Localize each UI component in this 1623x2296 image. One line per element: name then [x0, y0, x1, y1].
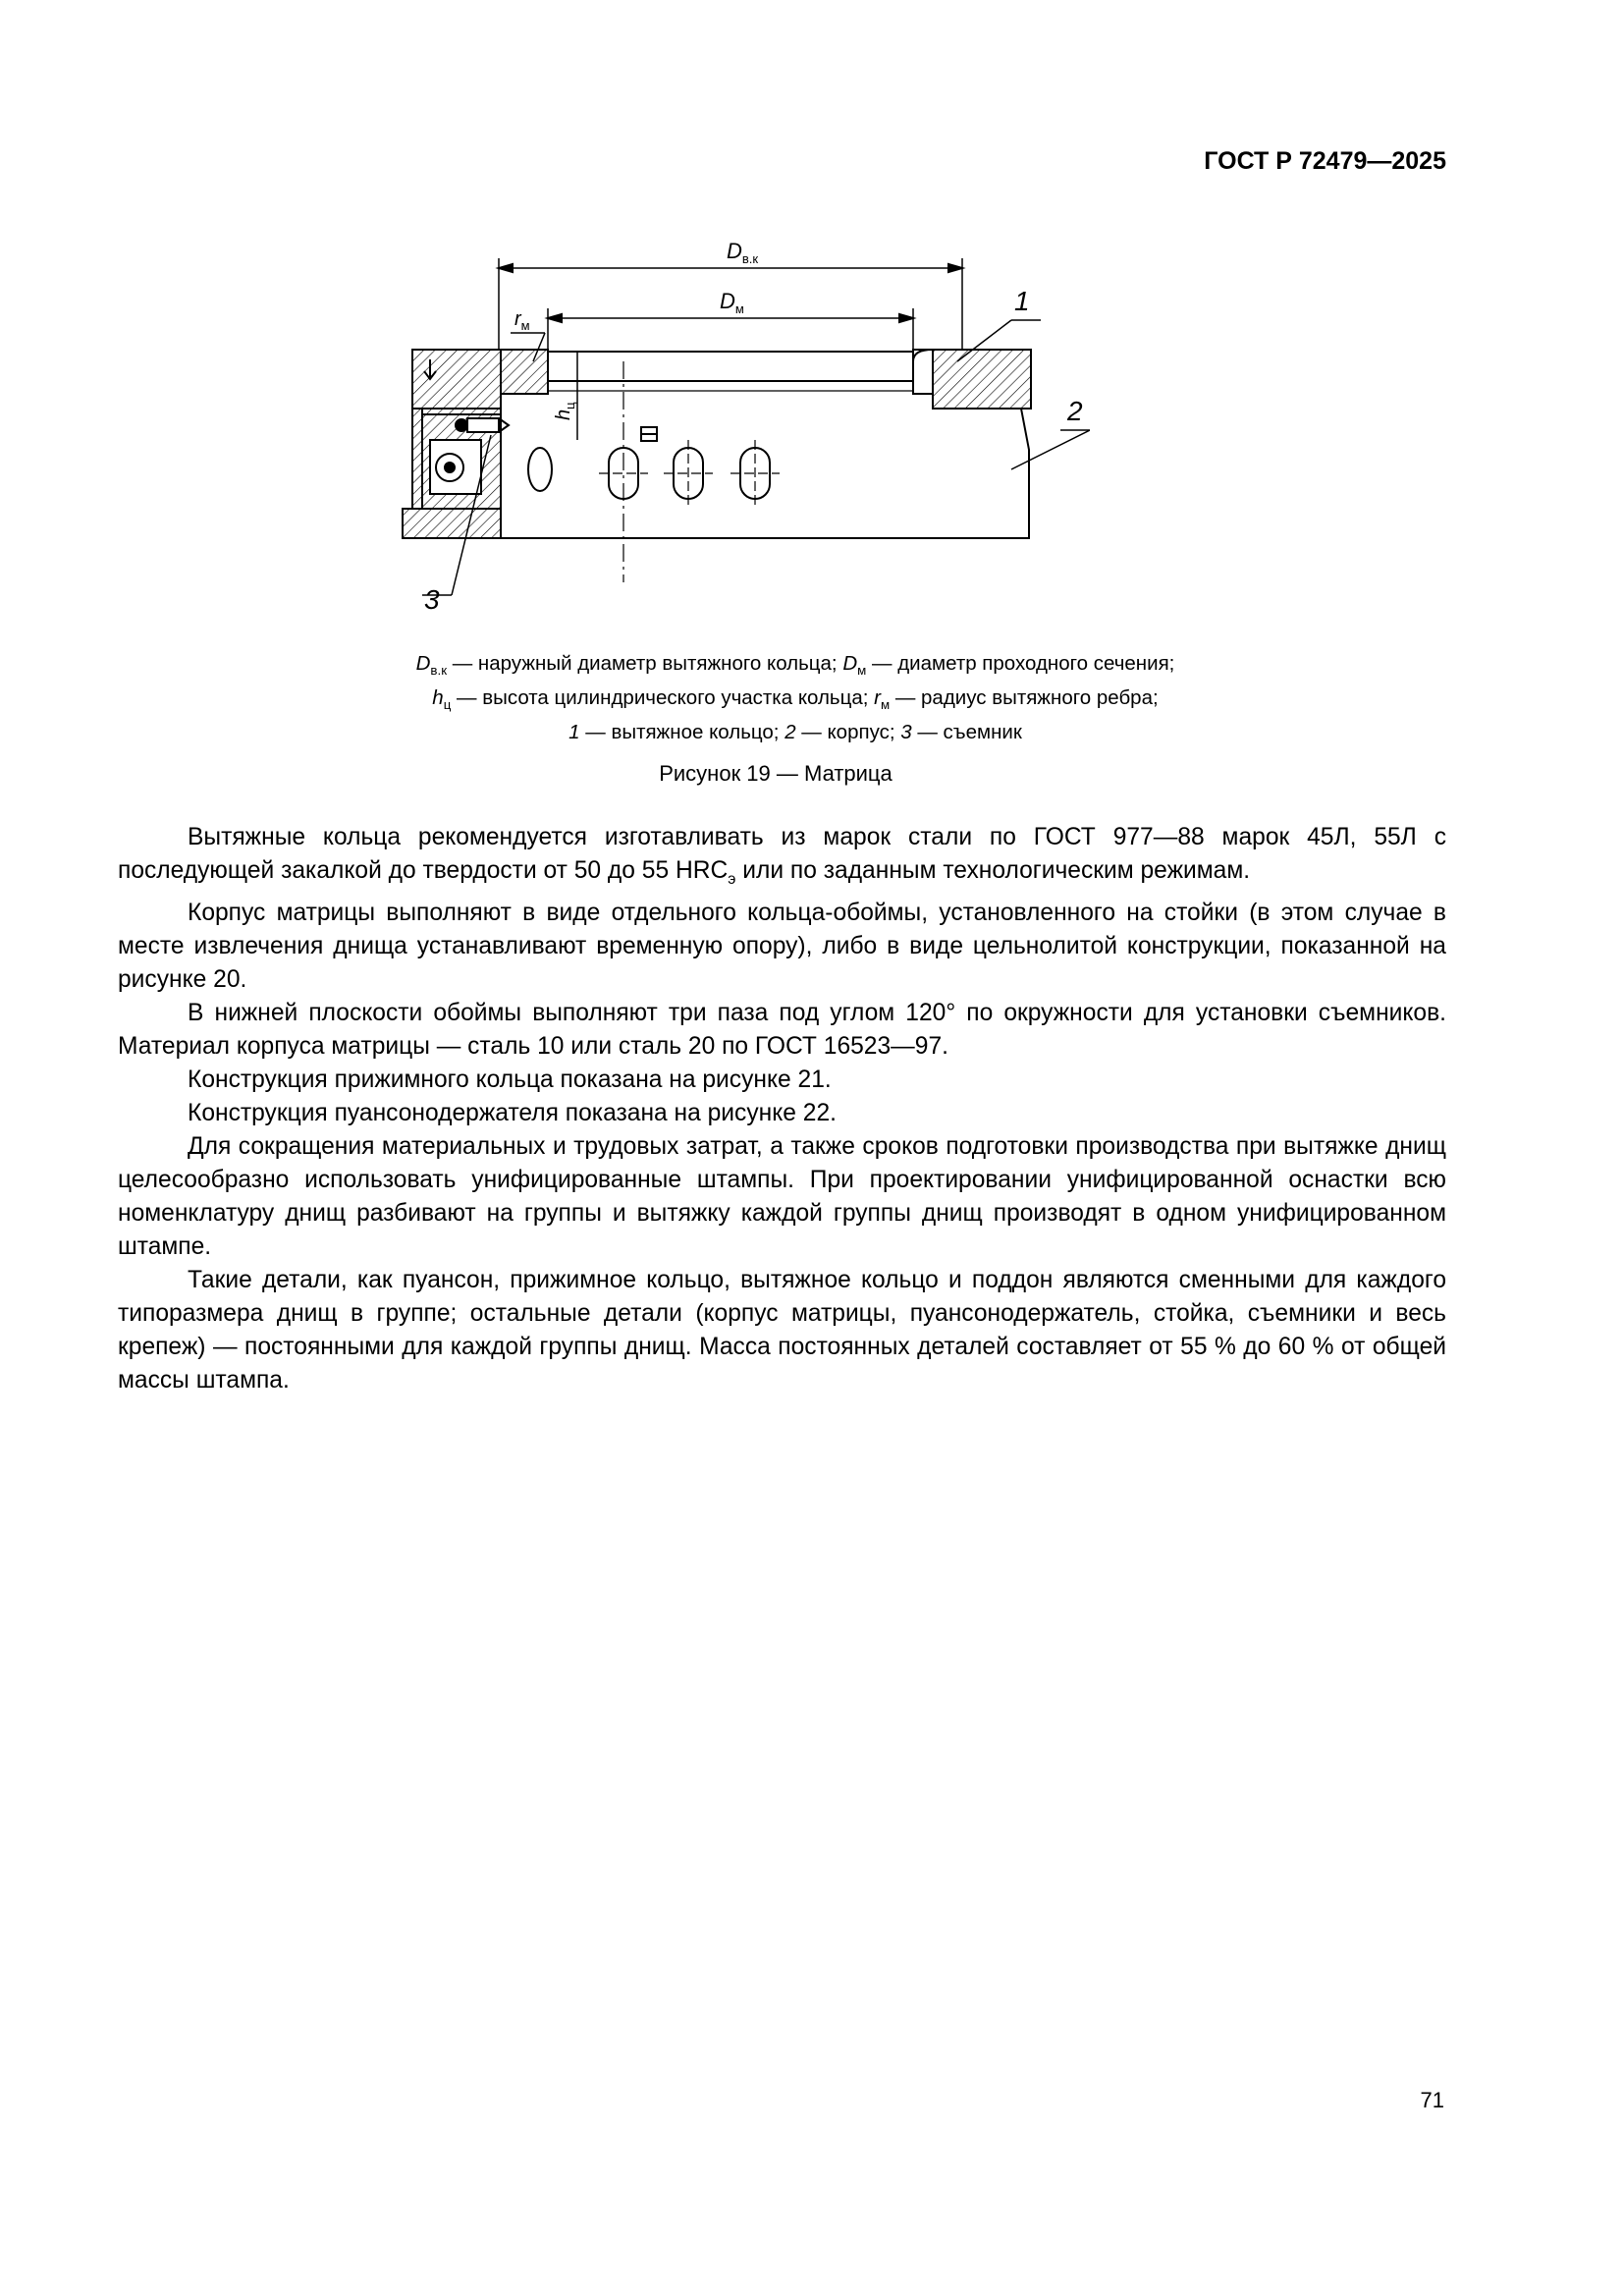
figure-caption: Рисунок 19 — Матрица [659, 761, 893, 786]
svg-text:Dм [720, 289, 744, 316]
document-header: ГОСТ Р 72479—2025 [1204, 147, 1446, 175]
body-text [118, 821, 1446, 1397]
svg-text:rм [514, 308, 530, 333]
paragraph-unified-dies: Для сокращения материальных и трудовых затрат, а также сроков подготовки производства при вытяжке днищ целесообразно использовать унифицированные штампы. При проектировании унифицированной оснастки всю номенклатуру днищ разбивают на группы и вытяжку каждой группы днищ производят в одном унифицированном штампе. [118, 1132, 1446, 1260]
page-number: 71 [1420, 2088, 1444, 2112]
dim-radius-label: r [514, 308, 521, 330]
dim-inner-label: D [720, 289, 735, 313]
callout-2: 2 [1067, 396, 1083, 426]
paragraph-punch-holder: Конструкция пуансонодержателя показана на рисунке 22. [188, 1099, 837, 1126]
dim-outer-label: D [727, 239, 742, 263]
paragraph-matrix-body: Корпус матрицы выполняют в виде отдельного кольца-обоймы, установленного на стойки (в этом случае в месте извлечения днища устанавливают временную опору), либо в виде цельнолитой конструкции, показанной на рисунке 20. [118, 899, 1446, 993]
paragraph-slots: В нижней плоскости обоймы выполняют три паза под углом 120° по окружности для установки съемников. Материал корпуса матрицы — сталь 10 или сталь 20 по ГОСТ 16523—97. [118, 999, 1446, 1060]
dim-inner-sub: м [734, 301, 744, 316]
paragraph-steel-grades: Вытяжные кольца рекомендуется изготавливать из марок стали по ГОСТ 977—88 марок 45Л, 55Л с последующей закалкой до твердости от 50 до 55 $HRC_э$ или по заданным технологическим режимам. [118, 824, 1446, 888]
dim-outer-sub: в.к [741, 251, 759, 266]
legend-line-2: $h_ц$ — высота цилиндрического участка кольца; $r_м$ — радиус вытяжного ребра; [432, 686, 1159, 713]
svg-text:hц [553, 402, 577, 420]
callout-3: 3 [424, 584, 440, 615]
legend-line-1: $D_{в.к}$ — наружный диаметр вытяжного кольца; $D_м$ — диаметр проходного сечения; [415, 652, 1175, 679]
paragraph-replaceable-parts: Такие детали, как пуансон, прижимное кольцо, вытяжное кольцо и поддон являются сменными для каждого типоразмера днищ в группе; остальные детали (корпус матрицы, пуансонодержатель, стойка, съемники и весь крепеж) — постоянными для каждой группы днищ. Масса постоянных деталей составляет от 55 % до 60 % от общей массы штампа. [118, 1266, 1446, 1394]
legend-line-3: 1 — вытяжное кольцо; 2 — корпус; 3 — съемник [568, 721, 1022, 744]
dim-radius-sub: м [520, 318, 530, 333]
figure-legend [324, 650, 1267, 746]
svg-text:Dв.к [727, 239, 758, 266]
matrix-drawing [383, 224, 1090, 617]
callout-1: 1 [1014, 286, 1030, 316]
dim-height-sub: ц [563, 402, 577, 410]
dim-height-label: h [553, 409, 574, 420]
paragraph-clamp-ring: Конструкция прижимного кольца показана на рисунке 21. [188, 1066, 832, 1093]
